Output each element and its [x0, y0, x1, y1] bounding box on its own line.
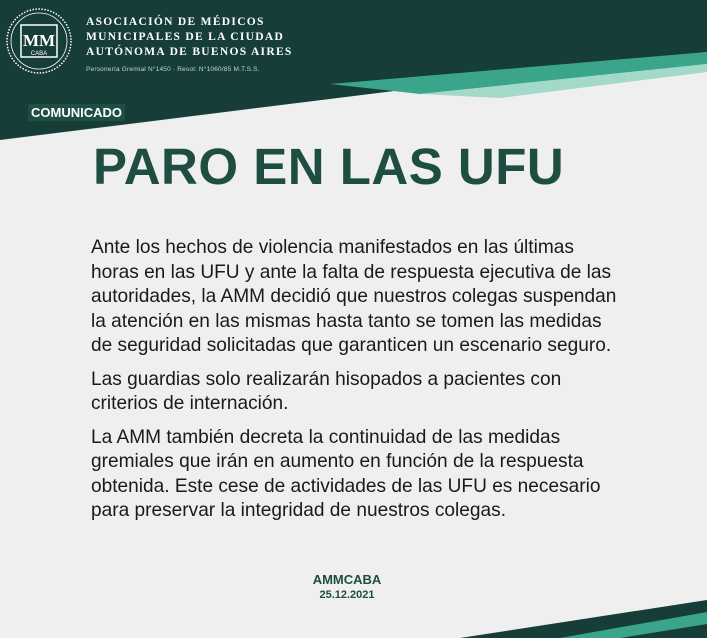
amm-logo-icon	[4, 6, 74, 76]
paragraph-2: Las guardias solo realizarán hisopados a pacientes con criterios de internación.	[91, 368, 562, 414]
org-name-line-3: AUTÓNOMA DE BUENOS AIRES	[86, 46, 293, 58]
signature-date: 25.12.2021	[319, 589, 375, 601]
paragraph-1: Ante los hechos de violencia manifestados en las últimas horas en las UFU y ante la falta de respuesta ejecutiva de las autoridades, la AMM decidió que nuestros colegas suspendan la atención en las mismas hasta tanto se tomen las medidas de seguridad solicitadas que garanticen un escenario seguro.	[91, 237, 617, 356]
logo-monogram: MM	[22, 31, 56, 50]
org-name-line-1: ASOCIACIÓN DE MÉDICOS	[86, 16, 265, 28]
page-title: PARO EN LAS UFU	[93, 138, 565, 195]
paragraph-3: La AMM también decreta la continuidad de las medidas gremiales que irán en aumento en función de la respuesta obtenida. Este cese de actividades de las UFU es necesario para preservar la integridad de nuestros colegas.	[91, 426, 601, 521]
organization-header	[86, 15, 293, 73]
signature-name: AMMCABA	[312, 572, 382, 587]
org-name-line-2: MUNICIPALES DE LA CIUDAD	[86, 31, 285, 43]
comunicado-tag: COMUNICADO	[28, 104, 125, 121]
org-registration: Personería Gremial N°1450 · Resol: N°1060/85 M.T.S.S.	[86, 66, 260, 73]
statement-body	[91, 236, 621, 533]
logo-text: CABA	[30, 51, 48, 57]
signature-block	[277, 572, 417, 602]
